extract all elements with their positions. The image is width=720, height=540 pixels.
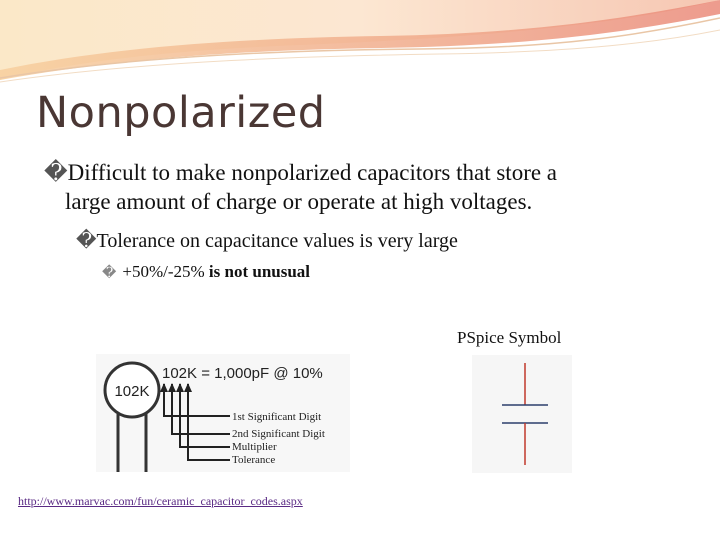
source-link[interactable]: http://www.marvac.com/fun/ceramic_capacitor_codes.aspx (18, 494, 303, 508)
legend-multiplier: Multiplier (232, 441, 277, 453)
bullet-marker-icon: � (44, 160, 68, 185)
bullet1-line1: Difficult to make nonpolarized capacitors that store a (67, 160, 558, 185)
bullet-marker-icon: � (76, 230, 97, 252)
bullet3-text: is not unusual (204, 262, 311, 281)
capacitor-code-diagram (96, 354, 350, 472)
bullet1-line2: large amount of charge or operate at high voltages. (65, 189, 533, 214)
header-banner (0, 0, 720, 90)
capacitor-code-figure (96, 354, 350, 472)
bullet-marker-icon: � (102, 266, 117, 281)
legend-second-digit: 2nd Significant Digit (232, 428, 325, 440)
pspice-capacitor-symbol (472, 355, 572, 473)
slide-title: Nonpolarized (36, 88, 326, 138)
bullet-tolerance (76, 228, 458, 253)
legend-first-digit: 1st Significant Digit (232, 411, 322, 423)
pspice-symbol-label: PSpice Symbol (457, 328, 562, 347)
bullet2-text: Tolerance on capacitance values is very large (96, 230, 458, 252)
legend-tolerance: Tolerance (232, 454, 276, 466)
bullet-difficult (44, 158, 557, 216)
bullet-not-unusual (102, 262, 310, 282)
tolerance-range: +50%/-25% (122, 262, 205, 281)
capacitor-body-label: 102K (114, 383, 150, 400)
capacitor-equation: 102K = 1,000pF @ 10% (162, 365, 323, 382)
capacitor-symbol-icon (472, 355, 572, 473)
